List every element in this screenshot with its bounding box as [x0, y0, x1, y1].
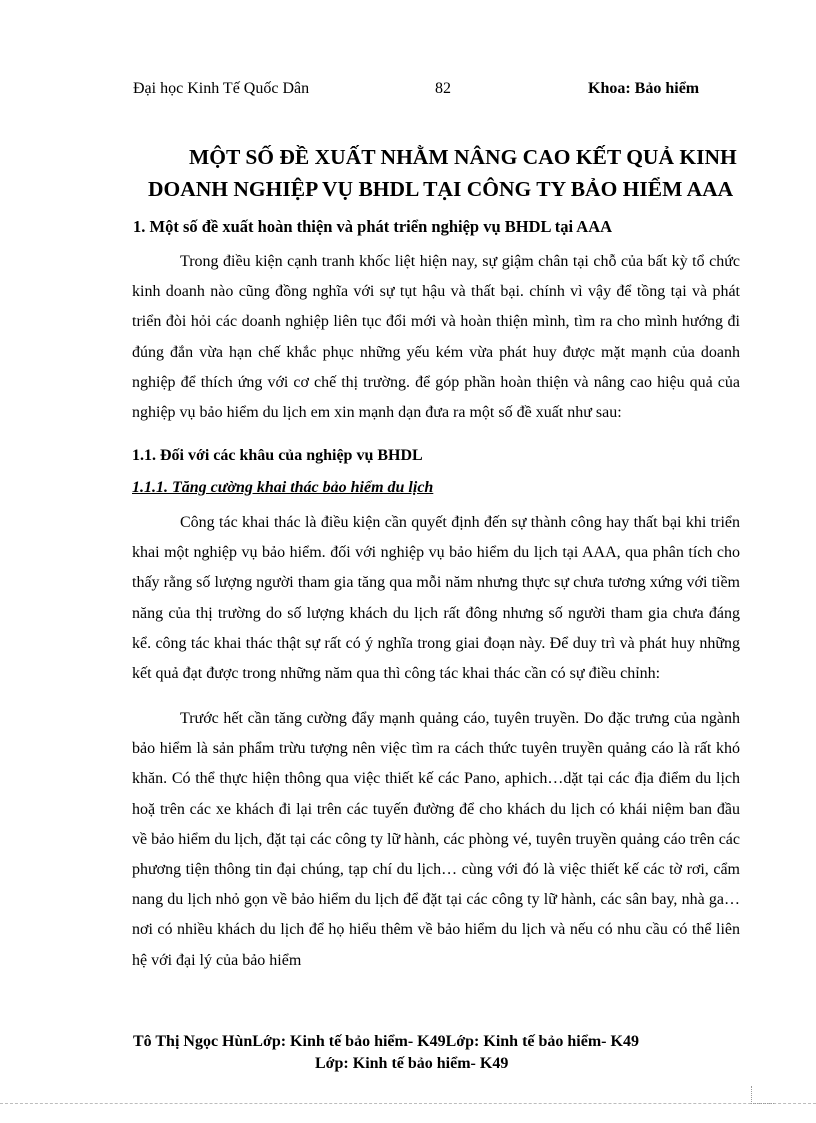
- paragraph-advertising: Trước hết cần tăng cường đẩy mạnh quảng cáo, tuyên truyền. Do đặc trưng của ngành bảo hiểm là sản phẩm trừu tượng nên việc tìm ra cách thức tuyên truyền quảng cáo là rất khó khăn. Có thể thực hiện thông qua việc thiết kế các Pano, aphich…dặt tại các địa điểm du lịch hoặ trên các xe khách đi lại trên các tuyến đường để cho khách du lịch có khái niệm ban đầu về bảo hiểm du lịch, đặt tại các công ty lữ hành, các phòng vé, tuyên truyền quảng cáo trên các phương tiện thông tin đại chúng, tạp chí du lịch… cùng với đó là việc thiết kế các tờ rơi, cẩm nang du lịch nhỏ gọn về bảo hiểm du lịch để đặt tại các công ty lữ hành, các sân bay, nhà ga…nơi có nhiều khách du lịch để họ hiểu thêm về bảo hiểm du lịch và nếu có nhu cầu có thể liên hệ với đại lý của bảo hiểm: [132, 710, 740, 969]
- footer-line-1: Tô Thị Ngọc HùnLớp: Kinh tế bảo hiểm- K49Lớp: Kinh tế bảo hiểm- K49: [133, 1033, 639, 1050]
- section-heading-1-1: 1.1. Đối với các khâu của nghiệp vụ BHDL: [132, 447, 423, 464]
- chapter-title-line-1: MỘT SỐ ĐỀ XUẤT NHẰM NÂNG CAO KẾT QUẢ KINH: [189, 145, 737, 169]
- chapter-title-line-2: DOANH NGHIỆP VỤ BHDL TẠI CÔNG TY BẢO HIỂM AAA: [148, 177, 734, 201]
- footer-line-2: Lớp: Kinh tế bảo hiểm- K49: [315, 1055, 509, 1072]
- header-faculty: Khoa: Bảo hiểm: [588, 80, 700, 97]
- paragraph-intro: Trong điều kiện cạnh tranh khốc liệt hiện nay, sự giậm chân tại chỗ của bất kỳ tổ chức kinh doanh nào cũng đồng nghĩa với sự tụt hậu và thất bại. chính vì vậy để tồng tại và phát triển đòi hỏi các doanh nghiệp liên tục đổi mới và hoàn thiện mình, tìm ra cho mình hướng đi đúng đắn vừa hạn chế khắc phục những yếu kém vừa phát huy được mặt mạnh của doanh nghiệp để thích ứng với cơ chế thị trường. để góp phần hoàn thiện và nâng cao hiệu quả của nghiệp vụ bảo hiểm du lịch em xin mạnh dạn đưa ra một số đề xuất như sau:: [132, 253, 740, 422]
- page-footer: [133, 1031, 693, 1075]
- section-heading-1: 1. Một số đề xuất hoàn thiện và phát triển nghiệp vụ BHDL tại AAA: [133, 217, 613, 236]
- page-header: [133, 80, 713, 104]
- header-university: Đại học Kinh Tế Quốc Dân: [133, 80, 310, 97]
- section-heading-1-1-1: 1.1.1. Tăng cường khai thác bảo hiểm du lịch: [132, 479, 434, 496]
- page-bottom-divider: [0, 1103, 816, 1104]
- page-corner-mark: [751, 1086, 774, 1104]
- header-page-number: 82: [435, 80, 451, 97]
- paragraph-exploitation: Công tác khai thác là điều kiện cần quyết định đến sự thành công hay thất bại khi triển khai một nghiệp vụ bảo hiểm. đối với nghiệp vụ bảo hiểm du lịch tại AAA, qua phân tích cho thấy rằng số lượng người tham gia tăng qua mỗi năm nhưng thực sự chưa tương xứng với tiềm năng của thị trường do số lượng khách du lịch rất đông nhưng số người tham gia chưa đáng kể. công tác khai thác thật sự rất có ý nghĩa trong giai đoạn này. Để duy trì và phát huy những kết quả đạt được trong những năm qua thì công tác khai thác cần có sự điều chỉnh:: [132, 514, 740, 683]
- chapter-title: [133, 141, 793, 205]
